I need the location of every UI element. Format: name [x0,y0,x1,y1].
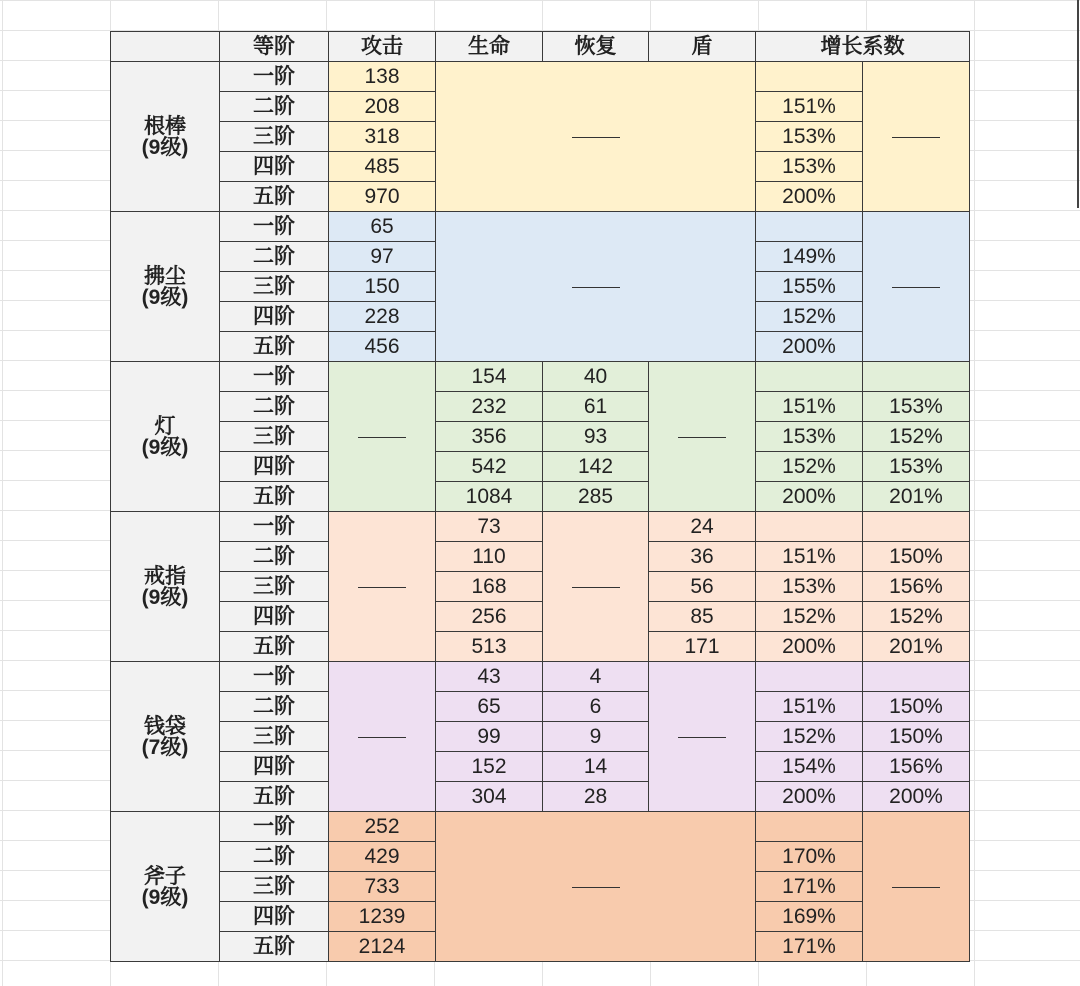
hp-cell[interactable]: 43 [436,662,543,692]
growth-cell[interactable]: 170% [756,842,863,872]
growth-cell[interactable]: 151% [756,692,863,722]
tier-cell[interactable]: 三阶 [220,122,329,152]
growth-cell[interactable] [863,662,970,692]
tier-cell[interactable]: 一阶 [220,812,329,842]
attack-cell[interactable]: 208 [329,92,436,122]
growth-cell[interactable]: 171% [756,872,863,902]
hp-cell[interactable]: 256 [436,602,543,632]
dash-mark [892,137,940,138]
attack-cell[interactable]: 733 [329,872,436,902]
attack-cell[interactable]: 456 [329,332,436,362]
recovery-cell[interactable]: 40 [543,362,649,392]
hp-cell[interactable]: 232 [436,392,543,422]
hp-cell[interactable]: 304 [436,782,543,812]
weapon-name-cell[interactable]: 戒指 (9级) [111,512,220,662]
dash-mark [892,287,940,288]
attack-cell[interactable]: 2124 [329,932,436,962]
hp-cell[interactable]: 73 [436,512,543,542]
weapon-name-cell[interactable]: 根棒 (9级) [111,62,220,212]
merged-empty-cell[interactable] [329,512,436,662]
recovery-header[interactable]: 恢复 [543,32,649,62]
merged-empty-cell[interactable] [649,362,756,512]
merged-empty-cell[interactable] [436,212,756,362]
tier-cell[interactable]: 一阶 [220,512,329,542]
dash-mark [358,437,406,438]
tier-cell[interactable]: 五阶 [220,482,329,512]
growth-cell[interactable]: 150% [863,692,970,722]
tier-cell[interactable]: 一阶 [220,62,329,92]
hp-cell[interactable]: 168 [436,572,543,602]
dash-mark [358,737,406,738]
growth-header[interactable]: 增长系数 [756,32,970,62]
table-row [111,632,970,662]
growth-cell[interactable] [756,512,863,542]
growth-cell[interactable] [756,362,863,392]
recovery-cell[interactable]: 6 [543,692,649,722]
attack-cell[interactable]: 485 [329,152,436,182]
hp-cell[interactable]: 110 [436,542,543,572]
growth-cell[interactable]: 200% [756,182,863,212]
dash-mark [572,587,620,588]
recovery-cell[interactable]: 4 [543,662,649,692]
growth-cell[interactable]: 151% [756,92,863,122]
hp-header[interactable]: 生命 [436,32,543,62]
tier-cell[interactable]: 三阶 [220,572,329,602]
table-row [111,482,970,512]
growth-cell[interactable]: 154% [756,752,863,782]
growth-cell[interactable]: 150% [863,542,970,572]
column-border-fragment [1077,0,1079,208]
table-row [111,362,970,392]
tier-cell[interactable]: 一阶 [220,362,329,392]
attack-cell[interactable]: 97 [329,242,436,272]
table-row [111,812,970,842]
weapon-name-cell[interactable]: 灯 (9级) [111,362,220,512]
growth-cell[interactable]: 200% [756,482,863,512]
shield-cell[interactable]: 85 [649,602,756,632]
table-body [111,62,970,962]
shield-cell[interactable]: 171 [649,632,756,662]
header-row [111,32,970,62]
merged-empty-cell[interactable] [863,812,970,962]
recovery-cell[interactable]: 93 [543,422,649,452]
table-row [111,212,970,242]
table-row [111,452,970,482]
dash-mark [572,137,620,138]
merged-empty-cell[interactable] [863,212,970,362]
tier-cell[interactable]: 一阶 [220,212,329,242]
recovery-cell[interactable]: 14 [543,752,649,782]
growth-cell[interactable]: 155% [756,272,863,302]
attack-cell[interactable]: 970 [329,182,436,212]
growth-cell[interactable] [756,62,863,92]
hp-cell[interactable]: 513 [436,632,543,662]
dash-mark [572,887,620,888]
tier-cell[interactable]: 五阶 [220,782,329,812]
shield-header[interactable]: 盾 [649,32,756,62]
growth-cell[interactable]: 152% [863,422,970,452]
growth-cell[interactable]: 152% [756,302,863,332]
tier-cell[interactable]: 一阶 [220,662,329,692]
table-row [111,722,970,752]
growth-cell[interactable]: 153% [756,572,863,602]
table-row [111,572,970,602]
tier-cell[interactable]: 三阶 [220,272,329,302]
recovery-cell[interactable]: 285 [543,482,649,512]
growth-cell[interactable]: 153% [756,122,863,152]
table-row [111,782,970,812]
table-row [111,752,970,782]
attack-header[interactable]: 攻击 [329,32,436,62]
growth-cell[interactable]: 201% [863,482,970,512]
tier-cell[interactable]: 四阶 [220,602,329,632]
growth-cell[interactable] [863,512,970,542]
hp-cell[interactable]: 154 [436,362,543,392]
table-row [111,422,970,452]
tier-cell[interactable]: 二阶 [220,692,329,722]
merged-empty-cell[interactable] [436,812,756,962]
growth-cell[interactable]: 152% [863,602,970,632]
weapon-name-cell[interactable]: 钱袋 (7级) [111,662,220,812]
shield-cell[interactable]: 24 [649,512,756,542]
merged-empty-cell[interactable] [543,512,649,662]
attack-cell[interactable]: 252 [329,812,436,842]
tier-cell[interactable]: 二阶 [220,542,329,572]
tier-header[interactable]: 等阶 [220,32,329,62]
merged-empty-cell[interactable] [649,662,756,812]
tier-cell[interactable]: 四阶 [220,902,329,932]
growth-cell[interactable]: 152% [756,602,863,632]
dash-mark [678,437,726,438]
growth-cell[interactable]: 200% [756,632,863,662]
merged-empty-cell[interactable] [863,62,970,212]
hp-cell[interactable]: 152 [436,752,543,782]
weapon-name-cell[interactable]: 斧子 (9级) [111,812,220,962]
recovery-cell[interactable]: 9 [543,722,649,752]
tier-cell[interactable]: 五阶 [220,632,329,662]
merged-empty-cell[interactable] [329,362,436,512]
tier-cell[interactable]: 三阶 [220,872,329,902]
growth-cell[interactable]: 171% [756,932,863,962]
hp-cell[interactable]: 1084 [436,482,543,512]
growth-cell[interactable]: 156% [863,752,970,782]
attack-cell[interactable]: 1239 [329,902,436,932]
growth-cell[interactable]: 200% [756,782,863,812]
attack-cell[interactable]: 228 [329,302,436,332]
growth-cell[interactable]: 156% [863,572,970,602]
tier-cell[interactable]: 四阶 [220,752,329,782]
growth-cell[interactable]: 150% [863,722,970,752]
weapon-stats-table [110,31,970,962]
table-row [111,602,970,632]
attack-cell[interactable]: 138 [329,62,436,92]
growth-cell[interactable]: 201% [863,632,970,662]
recovery-cell[interactable]: 142 [543,452,649,482]
growth-cell[interactable] [756,812,863,842]
tier-cell[interactable]: 二阶 [220,392,329,422]
tier-cell[interactable]: 二阶 [220,92,329,122]
growth-cell[interactable]: 152% [756,452,863,482]
tier-cell[interactable]: 四阶 [220,302,329,332]
shield-cell[interactable]: 36 [649,542,756,572]
tier-cell[interactable]: 五阶 [220,932,329,962]
growth-cell[interactable]: 153% [863,452,970,482]
attack-cell[interactable]: 65 [329,212,436,242]
shield-cell[interactable]: 56 [649,572,756,602]
tier-cell[interactable]: 五阶 [220,332,329,362]
growth-cell[interactable]: 153% [756,152,863,182]
table-row [111,662,970,692]
attack-cell[interactable]: 150 [329,272,436,302]
tier-cell[interactable]: 五阶 [220,182,329,212]
table-row [111,692,970,722]
hp-cell[interactable]: 542 [436,452,543,482]
growth-cell[interactable]: 153% [863,392,970,422]
growth-cell[interactable]: 152% [756,722,863,752]
attack-cell[interactable]: 318 [329,122,436,152]
recovery-cell[interactable]: 28 [543,782,649,812]
dash-mark [678,737,726,738]
growth-cell[interactable]: 169% [756,902,863,932]
tier-cell[interactable]: 二阶 [220,842,329,872]
growth-cell[interactable]: 200% [863,782,970,812]
table-row [111,62,970,92]
tier-cell[interactable]: 四阶 [220,452,329,482]
tier-cell[interactable]: 二阶 [220,242,329,272]
table-row [111,512,970,542]
table-row [111,392,970,422]
table-row [111,542,970,572]
tier-cell[interactable]: 三阶 [220,722,329,752]
merged-empty-cell[interactable] [329,662,436,812]
growth-cell[interactable]: 151% [756,542,863,572]
corner-header-cell[interactable] [111,32,220,62]
tier-cell[interactable]: 四阶 [220,152,329,182]
dash-mark [892,887,940,888]
merged-empty-cell[interactable] [436,62,756,212]
growth-cell[interactable]: 153% [756,422,863,452]
dash-mark [572,287,620,288]
hp-cell[interactable]: 99 [436,722,543,752]
growth-cell[interactable]: 151% [756,392,863,422]
weapon-name-cell[interactable]: 拂尘 (9级) [111,212,220,362]
growth-cell[interactable] [863,362,970,392]
dash-mark [358,587,406,588]
growth-cell[interactable] [756,662,863,692]
growth-cell[interactable] [756,212,863,242]
attack-cell[interactable]: 429 [329,842,436,872]
tier-cell[interactable]: 三阶 [220,422,329,452]
recovery-cell[interactable]: 61 [543,392,649,422]
hp-cell[interactable]: 356 [436,422,543,452]
growth-cell[interactable]: 149% [756,242,863,272]
growth-cell[interactable]: 200% [756,332,863,362]
hp-cell[interactable]: 65 [436,692,543,722]
